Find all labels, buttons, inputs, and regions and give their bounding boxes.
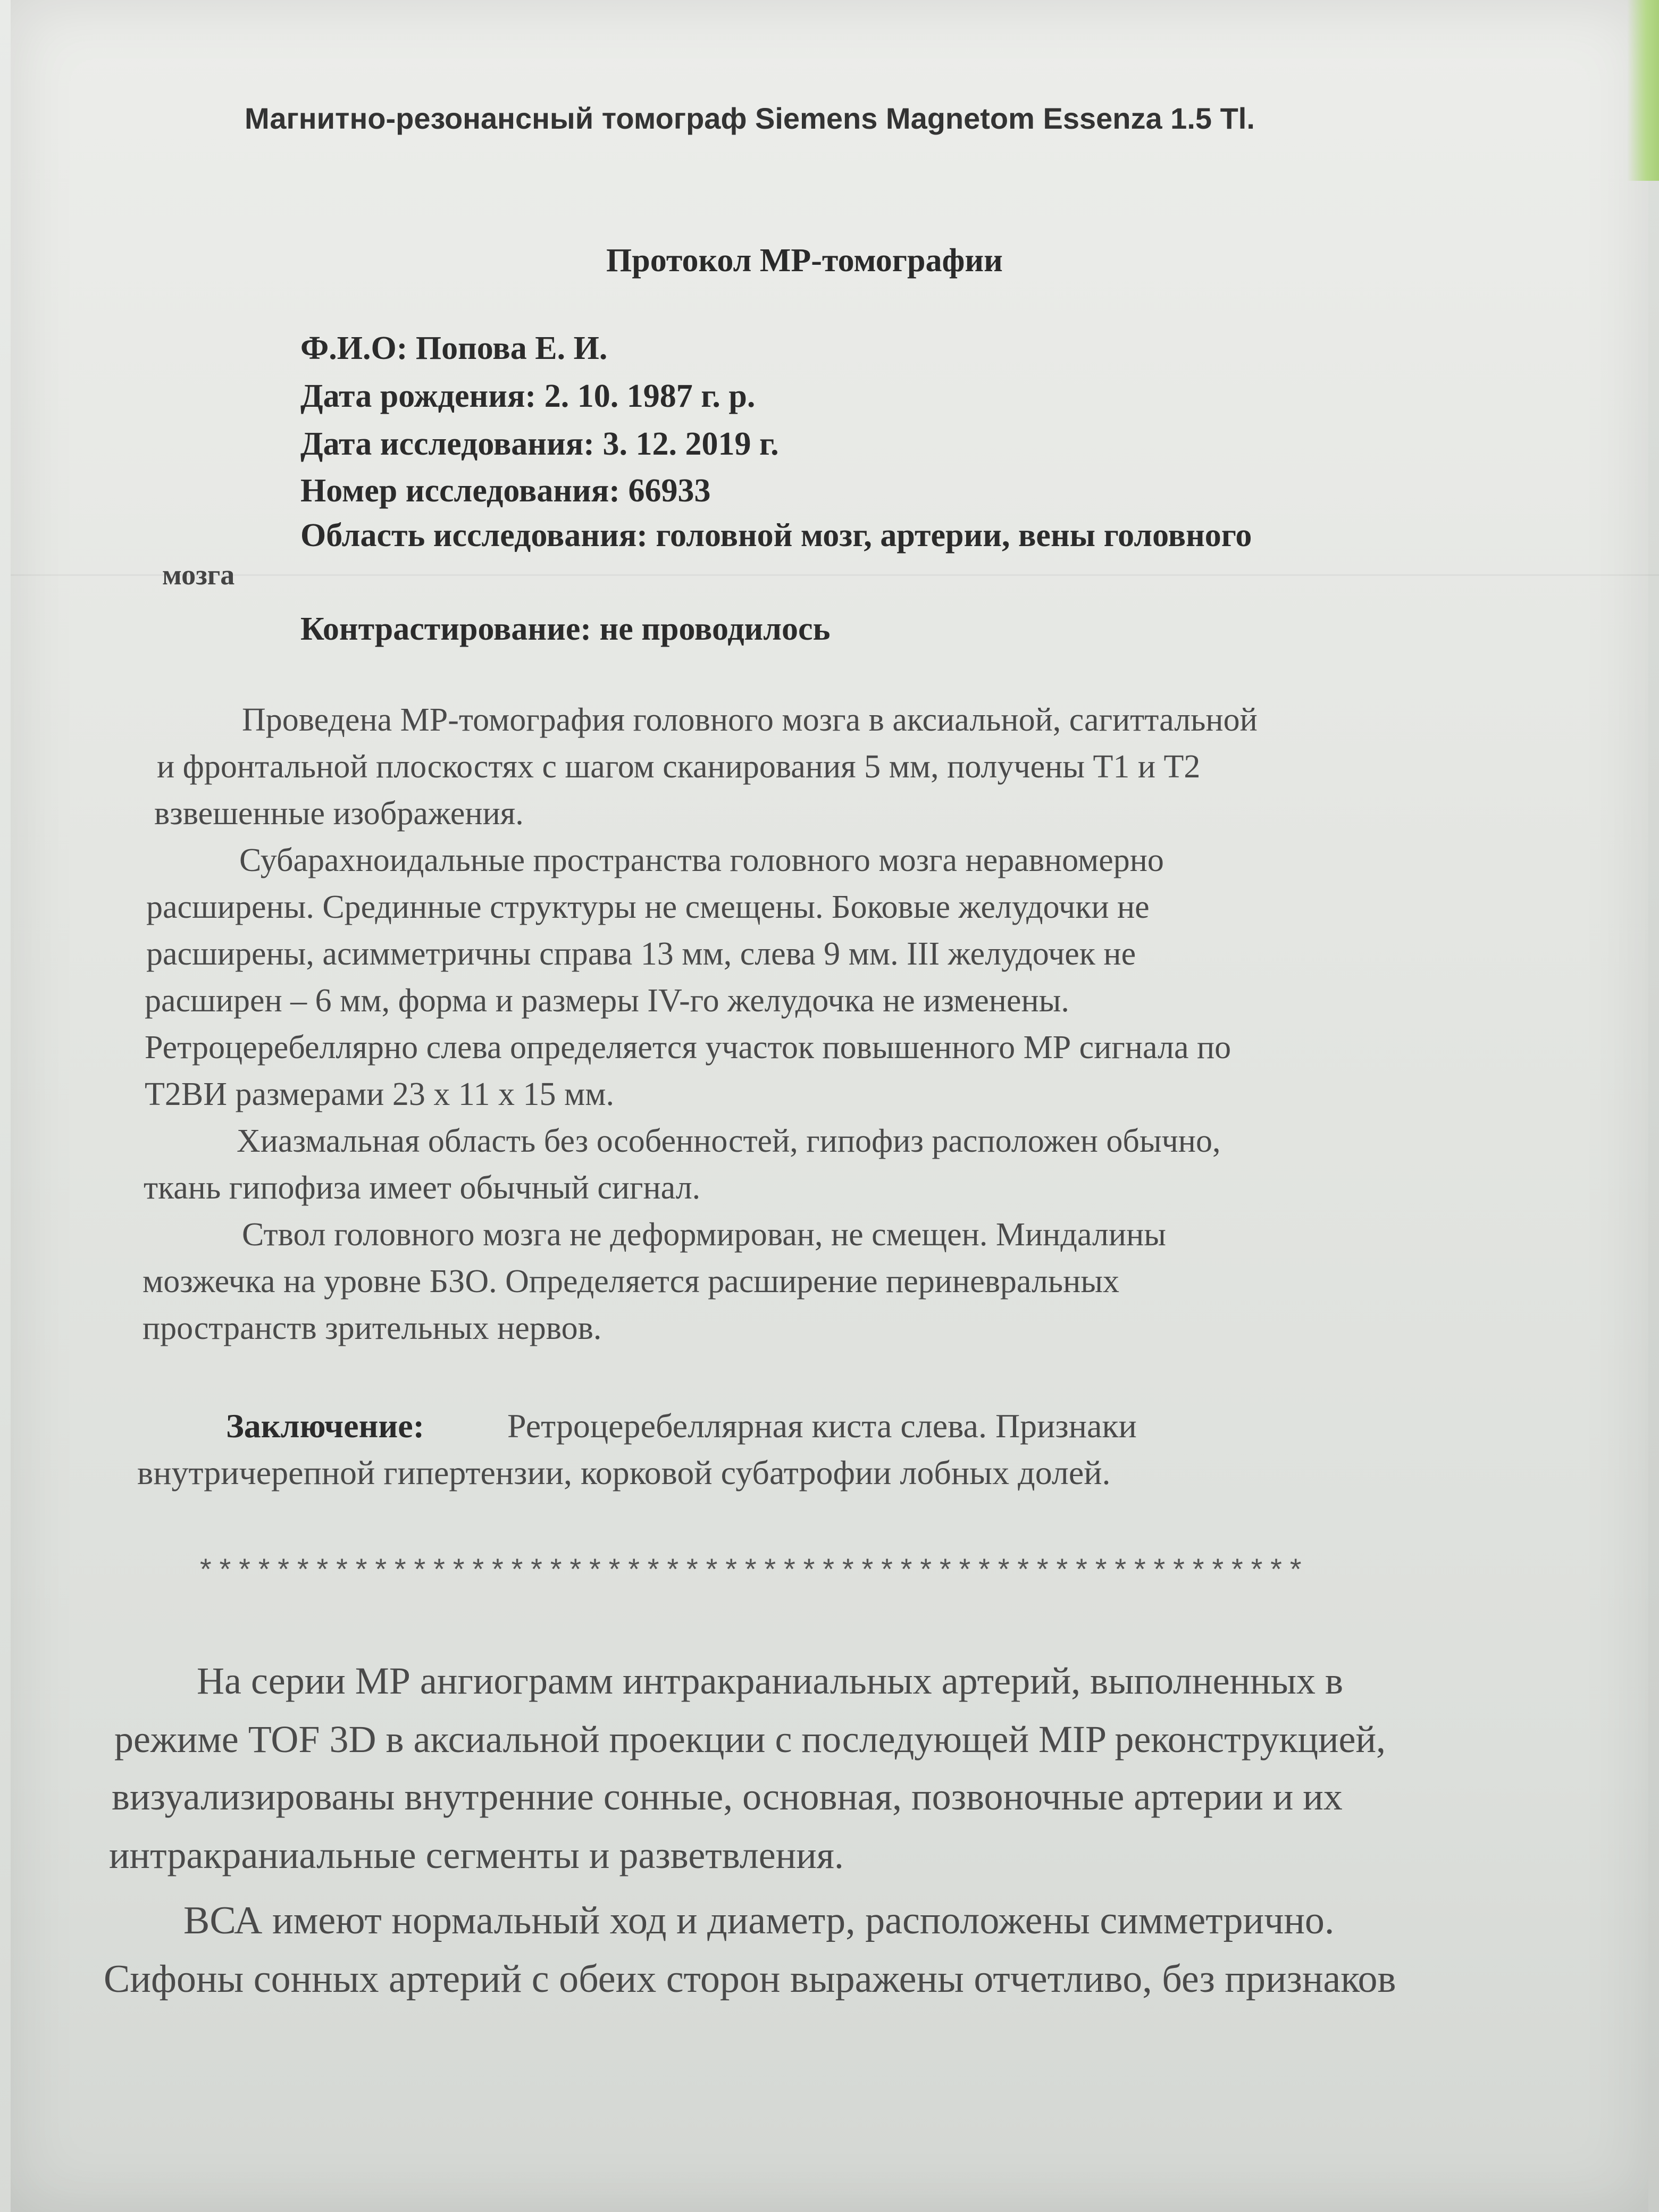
green-background-edge (1627, 0, 1659, 181)
dob-value: 2. 10. 1987 г. р. (544, 378, 756, 414)
patient-name-label: Ф.И.О: (300, 330, 408, 366)
exam-area-value: головной мозг, артерии, вены головного (656, 517, 1252, 554)
body-p1-line2: и фронтальной плоскостях с шагом сканирования 5 мм, получены Т1 и Т2 (157, 749, 1201, 785)
exam-date-value: 3. 12. 2019 г. (602, 426, 779, 462)
device-title: Магнитно-резонансный томограф Siemens Magnetom Essenza 1.5 Tl. (245, 102, 1255, 135)
angio-p2-line2: Сифоны сонных артерий с обеих сторон выражены отчетливо, без признаков (104, 1957, 1396, 2001)
conclusion-label: Заключение: (226, 1407, 424, 1445)
contrast-value: не проводилось (599, 611, 831, 647)
contrast-label: Контрастирование: (300, 611, 592, 647)
exam-area-row (300, 517, 1252, 555)
conclusion-line1 (226, 1403, 1137, 1449)
angio-p1-line3: визуализированы внутренние сонные, основная, позвоночные артерии и их (112, 1775, 1343, 1818)
body-p2-line5: Ретроцеребеллярно слева определяется участок повышенного МР сигнала по (145, 1029, 1231, 1066)
body-p1-line1: Проведена МР-томография головного мозга в аксиальной, сагиттальной (242, 702, 1258, 738)
exam-date-row (300, 425, 779, 463)
exam-number-value: 66933 (628, 473, 711, 509)
exam-date-label: Дата исследования: (300, 426, 594, 462)
body-p2-line3: расширены, асимметричны справа 13 мм, слева 9 мм. III желудочек не (146, 936, 1136, 972)
body-p1-line3: взвешенные изображения. (154, 795, 524, 832)
angio-p1-line1: На серии МР ангиограмм интракраниальных артерий, выполненных в (197, 1660, 1343, 1702)
exam-area-label: Область исследования: (300, 517, 648, 554)
body-p2-line2: расширены. Срединные структуры не смещены. Боковые желудочки не (146, 889, 1150, 925)
body-p3-line1: Хиазмальная область без особенностей, гипофиз расположен обычно, (237, 1123, 1221, 1159)
body-p4-line3: пространств зрительных нервов. (143, 1310, 602, 1346)
body-p2-line6: Т2ВИ размерами 23 х 11 х 15 мм. (145, 1076, 614, 1112)
dob-label: Дата рождения: (300, 378, 537, 414)
body-p2-line4: расширен – 6 мм, форма и размеры IV-го желудочка не изменены. (145, 983, 1069, 1019)
patient-name-value: Попова Е. И. (415, 330, 608, 366)
exam-number-label: Номер исследования: (300, 473, 620, 509)
body-p3-line2: ткань гипофиза имеет обычный сигнал. (144, 1170, 701, 1206)
angio-p1-line2: режиме TOF 3D в аксиальной проекции с последующей MIP реконструкцией, (114, 1718, 1386, 1761)
contrast-row (300, 610, 830, 648)
body-p4-line2: мозжечка на уровне БЗО. Определяется расширение периневральных (143, 1263, 1119, 1300)
protocol-title: Протокол МР-томографии (606, 242, 1003, 279)
dob-row (300, 378, 755, 415)
paper-fold (11, 574, 1659, 576)
angio-p1-line4: интракраниальные сегменты и разветвления. (109, 1834, 844, 1876)
exam-number-row (300, 472, 710, 510)
patient-name-row (300, 330, 607, 367)
conclusion-line2: внутричерепной гипертензии, корковой субатрофии лобных долей. (137, 1454, 1111, 1492)
body-p4-line1: Ствол головного мозга не деформирован, не смещен. Миндалины (242, 1217, 1166, 1253)
exam-area-continuation: мозга (162, 559, 235, 591)
angio-p2-line1: ВСА имеют нормальный ход и диаметр, расположены симметрично. (183, 1899, 1335, 1942)
body-p2-line1: Субарахноидальные пространства головного мозга неравномерно (239, 842, 1164, 878)
conclusion-text-line1: Ретроцеребеллярная киста слева. Признаки (507, 1407, 1137, 1445)
separator-stars: ********************************************************* (197, 1555, 1306, 1589)
